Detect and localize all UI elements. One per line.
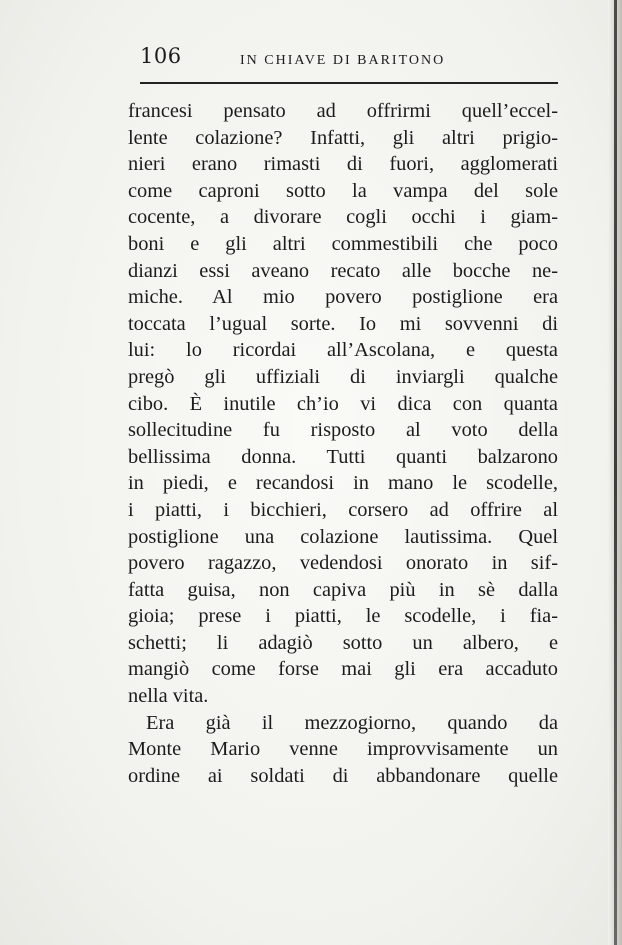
text-line: boni e gli altri commestibili che poco [128,232,558,255]
text-line: sollecitudine fu risposto al voto della [128,419,558,442]
text-line: povero ragazzo, vedendosi onorato in sif- [128,552,558,575]
text-line: nella vita. [128,685,209,708]
text-line: miche. Al mio povero postiglione era [128,286,558,309]
text-line: lente colazione? Infatti, gli altri prigio- [128,126,558,149]
text-line: nieri erano rimasti di fuori, agglomerati [128,153,558,176]
text-line: Era già il mezzogiorno, quando da [146,711,558,734]
text-line: fatta guisa, non capiva più in sè dalla [128,578,558,601]
text-line: bellissima donna. Tutti quanti balzarono [128,445,558,468]
header-rule [140,82,558,84]
text-line: francesi pensato ad offrirmi quell’eccel- [128,100,558,122]
page-header [140,44,558,78]
text-line: cocente, a divorare cogli occhi i giam- [128,206,558,229]
text-line: toccata l’ugual sorte. Io mi sovvenni di [128,312,558,335]
text-line: schetti; li adagiò sotto un albero, e [128,631,558,654]
text-line: ordine ai soldati di abbandonare quelle [128,764,558,787]
text-line: pregò gli uffiziali di inviargli qualche [128,365,558,388]
text-line: i piatti, i bicchieri, corsero ad offrire al [128,498,558,521]
text-line: Monte Mario venne improvvisamente un [128,738,558,761]
text-line: mangiò come forse mai gli era accaduto [128,658,558,681]
paragraph-1 [128,98,558,710]
text-line: lui: lo ricordai all’Ascolana, e questa [128,339,558,362]
body-text [128,98,558,789]
text-line: gioia; prese i piatti, le scodelle, i fia- [128,605,558,628]
text-line: in piedi, e recandosi in mano le scodelle, [128,472,558,495]
text-line: cibo. È inutile ch’io vi dica con quanta [128,392,558,415]
paragraph-2 [128,710,558,790]
text-line: dianzi essi aveano recato alle bocche ne- [128,259,558,282]
page-number: 106 [140,44,182,68]
binding-edge-line [614,0,617,945]
running-title: IN CHIAVE DI BARITONO [240,53,446,68]
text-line: postiglione una colazione lautissima. Quel [128,525,558,548]
text-line: come caproni sotto la vampa del sole [128,179,558,202]
